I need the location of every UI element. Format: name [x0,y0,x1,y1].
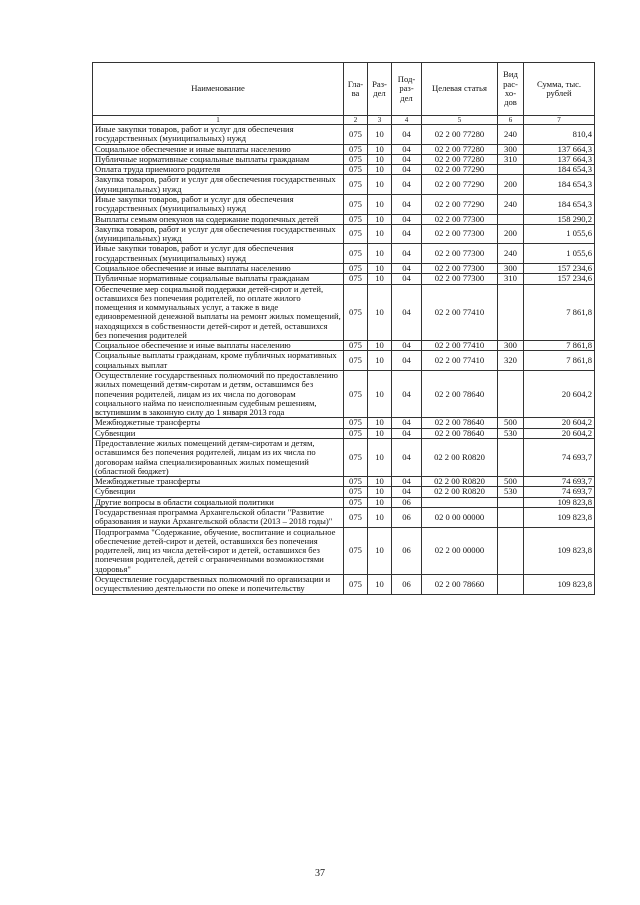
cell-razdel: 10 [368,244,392,264]
cell-vid: 240 [498,125,524,145]
cell-glava: 075 [344,214,368,224]
cell-vid: 300 [498,341,524,351]
cell-name: Межбюджетные трансферты [93,477,344,487]
cell-razdel: 10 [368,341,392,351]
cell-name: Обеспечение мер социальной поддержки детей-сирот и детей, оставшихся без попечения родителей, по оплате жилого помещения и коммунальных услуг, а также в виде единовременной денежной выплаты на ремонт жилых помещений, находящихся в собственности детей-сирот и детей, оставшихся без попечения родителей [93,284,344,341]
cell-vid: 530 [498,428,524,438]
table-row [93,507,595,527]
cell-razdel: 10 [368,507,392,527]
header-vid: Вид рас-хо-дов [498,63,524,116]
table-row [93,428,595,438]
cell-glava: 075 [344,154,368,164]
cell-glava: 075 [344,497,368,507]
cell-podrazdel: 04 [392,194,422,214]
cell-statya: 02 2 00 77280 [422,125,498,145]
table-row [93,154,595,164]
cell-vid [498,497,524,507]
cell-podrazdel: 04 [392,477,422,487]
cell-name: Публичные нормативные социальные выплаты гражданам [93,154,344,164]
cell-glava: 075 [344,244,368,264]
cell-glava: 075 [344,428,368,438]
cell-statya: 02 2 00 00000 [422,527,498,574]
cell-vid [498,574,524,594]
cell-name: Субвенции [93,428,344,438]
table-row [93,165,595,175]
cell-name: Межбюджетные трансферты [93,418,344,428]
cell-statya: 02 2 00 77410 [422,351,498,371]
cell-name: Иные закупки товаров, работ и услуг для обеспечения государственных (муниципальных) нужд [93,244,344,264]
cell-summa: 157 234,6 [524,263,595,273]
header-statya: Целевая статья [422,63,498,116]
cell-razdel: 10 [368,165,392,175]
header-glava: Гла-ва [344,63,368,116]
cell-summa: 184 654,3 [524,165,595,175]
cell-summa: 1 055,6 [524,224,595,244]
cell-statya: 02 2 00 77410 [422,284,498,341]
cell-statya: 02 2 00 77290 [422,175,498,195]
cell-podrazdel: 06 [392,527,422,574]
cell-razdel: 10 [368,497,392,507]
cell-summa: 158 290,2 [524,214,595,224]
cell-razdel: 10 [368,224,392,244]
cell-vid [498,214,524,224]
cell-vid: 500 [498,477,524,487]
cell-summa: 109 823,8 [524,574,595,594]
cell-statya: 02 2 00 78660 [422,574,498,594]
cell-summa: 20 604,2 [524,428,595,438]
cell-podrazdel: 04 [392,371,422,418]
cell-statya: 02 2 00 R0820 [422,477,498,487]
cell-glava: 075 [344,224,368,244]
cell-summa: 109 823,8 [524,527,595,574]
cell-vid [498,439,524,477]
cell-summa: 137 664,3 [524,154,595,164]
cell-glava: 075 [344,351,368,371]
cell-glava: 075 [344,144,368,154]
cell-podrazdel: 04 [392,418,422,428]
cell-summa: 7 861,8 [524,351,595,371]
cell-summa: 184 654,3 [524,194,595,214]
cell-glava: 075 [344,194,368,214]
cell-podrazdel: 04 [392,154,422,164]
table-row [93,487,595,497]
cell-vid [498,527,524,574]
cell-summa: 184 654,3 [524,175,595,195]
cell-razdel: 10 [368,439,392,477]
cell-statya: 02 2 00 77280 [422,154,498,164]
table-row [93,263,595,273]
cell-vid: 310 [498,154,524,164]
cell-name: Субвенции [93,487,344,497]
cell-vid [498,165,524,175]
cell-vid: 500 [498,418,524,428]
column-number-row [93,116,595,125]
table-row [93,194,595,214]
table-row [93,527,595,574]
cell-summa: 137 664,3 [524,144,595,154]
cell-name: Оплата труда приемного родителя [93,165,344,175]
cell-vid [498,371,524,418]
cell-razdel: 10 [368,154,392,164]
cell-vid: 530 [498,487,524,497]
table-row [93,144,595,154]
page-number: 37 [315,868,325,879]
header-name: Наименование [93,63,344,116]
cell-summa: 157 234,6 [524,274,595,284]
cell-podrazdel: 04 [392,351,422,371]
cell-podrazdel: 04 [392,224,422,244]
table-row [93,439,595,477]
cell-glava: 075 [344,527,368,574]
column-number: 7 [524,116,595,125]
cell-statya: 02 2 00 77280 [422,144,498,154]
cell-summa: 74 693,7 [524,477,595,487]
cell-vid: 320 [498,351,524,371]
header-summa: Сумма, тыс. рублей [524,63,595,116]
cell-glava: 075 [344,371,368,418]
cell-statya: 02 2 00 77300 [422,274,498,284]
cell-name: Закупка товаров, работ и услуг для обеспечения государственных (муниципальных) нужд [93,224,344,244]
cell-statya: 02 2 00 77300 [422,263,498,273]
cell-glava: 075 [344,263,368,273]
table-row [93,341,595,351]
table-row [93,371,595,418]
table-row [93,497,595,507]
cell-name: Социальное обеспечение и иные выплаты населению [93,341,344,351]
cell-name: Социальное обеспечение и иные выплаты населению [93,144,344,154]
cell-podrazdel: 04 [392,144,422,154]
cell-vid: 200 [498,175,524,195]
cell-podrazdel: 04 [392,175,422,195]
cell-summa: 74 693,7 [524,487,595,497]
cell-razdel: 10 [368,428,392,438]
cell-glava: 075 [344,439,368,477]
cell-glava: 075 [344,125,368,145]
cell-vid [498,507,524,527]
cell-glava: 075 [344,165,368,175]
cell-glava: 075 [344,175,368,195]
cell-summa: 109 823,8 [524,497,595,507]
cell-name: Закупка товаров, работ и услуг для обеспечения государственных (муниципальных) нужд [93,175,344,195]
cell-summa: 1 055,6 [524,244,595,264]
cell-razdel: 10 [368,418,392,428]
column-number: 3 [368,116,392,125]
cell-statya [422,497,498,507]
cell-razdel: 10 [368,274,392,284]
cell-vid: 240 [498,244,524,264]
column-number: 4 [392,116,422,125]
cell-statya: 02 2 00 78640 [422,428,498,438]
cell-name: Социальные выплаты гражданам, кроме публичных нормативных социальных выплат [93,351,344,371]
cell-vid: 240 [498,194,524,214]
table-body [93,125,595,595]
cell-glava: 075 [344,487,368,497]
cell-podrazdel: 04 [392,263,422,273]
cell-glava: 075 [344,418,368,428]
cell-name: Государственная программа Архангельской области "Развитие образования и науки Архангельской области (2013 – 2018 годы)" [93,507,344,527]
column-number: 5 [422,116,498,125]
cell-glava: 075 [344,507,368,527]
header-podrazdel: Под-раз-дел [392,63,422,116]
cell-razdel: 10 [368,144,392,154]
cell-statya: 02 2 00 78640 [422,418,498,428]
cell-vid: 310 [498,274,524,284]
cell-podrazdel: 04 [392,274,422,284]
cell-podrazdel: 04 [392,428,422,438]
cell-statya: 02 2 00 77410 [422,341,498,351]
table-row [93,284,595,341]
cell-summa: 109 823,8 [524,507,595,527]
cell-name: Социальное обеспечение и иные выплаты населению [93,263,344,273]
cell-name: Публичные нормативные социальные выплаты гражданам [93,274,344,284]
cell-podrazdel: 04 [392,439,422,477]
cell-statya: 02 2 00 77290 [422,194,498,214]
table-row [93,214,595,224]
cell-razdel: 10 [368,487,392,497]
cell-podrazdel: 06 [392,574,422,594]
cell-podrazdel: 04 [392,487,422,497]
cell-summa: 7 861,8 [524,341,595,351]
cell-statya: 02 2 00 77300 [422,224,498,244]
cell-statya: 02 2 00 77300 [422,244,498,264]
table-row [93,477,595,487]
cell-podrazdel: 04 [392,284,422,341]
column-number: 2 [344,116,368,125]
cell-glava: 075 [344,341,368,351]
cell-statya: 02 2 00 78640 [422,371,498,418]
cell-glava: 075 [344,574,368,594]
table-row [93,125,595,145]
cell-razdel: 10 [368,477,392,487]
header-razdel: Раз-дел [368,63,392,116]
cell-glava: 075 [344,284,368,341]
cell-razdel: 10 [368,125,392,145]
cell-name: Подпрограмма "Содержание, обучение, воспитание и социальное обеспечение детей-сирот и детей, оставшихся без попечения родителей, лиц из числа детей-сирот и детей, оставшихся без попечения родителей, детей с ограниченными возможностями здоровья" [93,527,344,574]
budget-table [92,62,595,595]
cell-summa: 810,4 [524,125,595,145]
cell-razdel: 10 [368,175,392,195]
cell-podrazdel: 04 [392,341,422,351]
cell-name: Выплаты семьям опекунов на содержание подопечных детей [93,214,344,224]
table-row [93,574,595,594]
cell-podrazdel: 04 [392,244,422,264]
cell-razdel: 10 [368,284,392,341]
cell-razdel: 10 [368,351,392,371]
header-row [93,63,595,116]
cell-name: Иные закупки товаров, работ и услуг для обеспечения государственных (муниципальных) нужд [93,194,344,214]
cell-glava: 075 [344,477,368,487]
table-row [93,274,595,284]
cell-statya: 02 2 00 77300 [422,214,498,224]
cell-razdel: 10 [368,214,392,224]
column-number: 1 [93,116,344,125]
cell-summa: 20 604,2 [524,418,595,428]
cell-vid: 300 [498,144,524,154]
cell-name: Осуществление государственных полномочий по предоставлению жилых помещений детям-сиротам и детям, оставшимся без попечения родителей, лицам из их числа по договорам социального найма по неисполненным судебным решениям, вступившим в законную силу до 1 января 2013 года [93,371,344,418]
cell-name: Предоставление жилых помещений детям-сиротам и детям, оставшимся без попечения родителей, лицам из их числа по договорам найма специализированных жилых помещений (областной бюджет) [93,439,344,477]
cell-razdel: 10 [368,263,392,273]
cell-name: Осуществление государственных полномочий по организации и осуществлению деятельности по опеке и попечительству [93,574,344,594]
column-number: 6 [498,116,524,125]
cell-podrazdel: 06 [392,507,422,527]
cell-razdel: 10 [368,574,392,594]
cell-name: Иные закупки товаров, работ и услуг для обеспечения государственных (муниципальных) нужд [93,125,344,145]
cell-glava: 075 [344,274,368,284]
cell-razdel: 10 [368,194,392,214]
cell-statya: 02 2 00 77290 [422,165,498,175]
cell-podrazdel: 04 [392,214,422,224]
cell-podrazdel: 04 [392,125,422,145]
cell-summa: 20 604,2 [524,371,595,418]
table-row [93,175,595,195]
cell-razdel: 10 [368,371,392,418]
cell-vid: 300 [498,263,524,273]
cell-podrazdel: 04 [392,165,422,175]
cell-statya: 02 2 00 R0820 [422,487,498,497]
cell-statya: 02 0 00 00000 [422,507,498,527]
table-row [93,244,595,264]
table-row [93,418,595,428]
cell-statya: 02 2 00 R0820 [422,439,498,477]
cell-vid [498,284,524,341]
cell-podrazdel: 06 [392,497,422,507]
cell-summa: 74 693,7 [524,439,595,477]
cell-razdel: 10 [368,527,392,574]
table-row [93,224,595,244]
cell-name: Другие вопросы в области социальной политики [93,497,344,507]
table-row [93,351,595,371]
cell-vid: 200 [498,224,524,244]
cell-summa: 7 861,8 [524,284,595,341]
